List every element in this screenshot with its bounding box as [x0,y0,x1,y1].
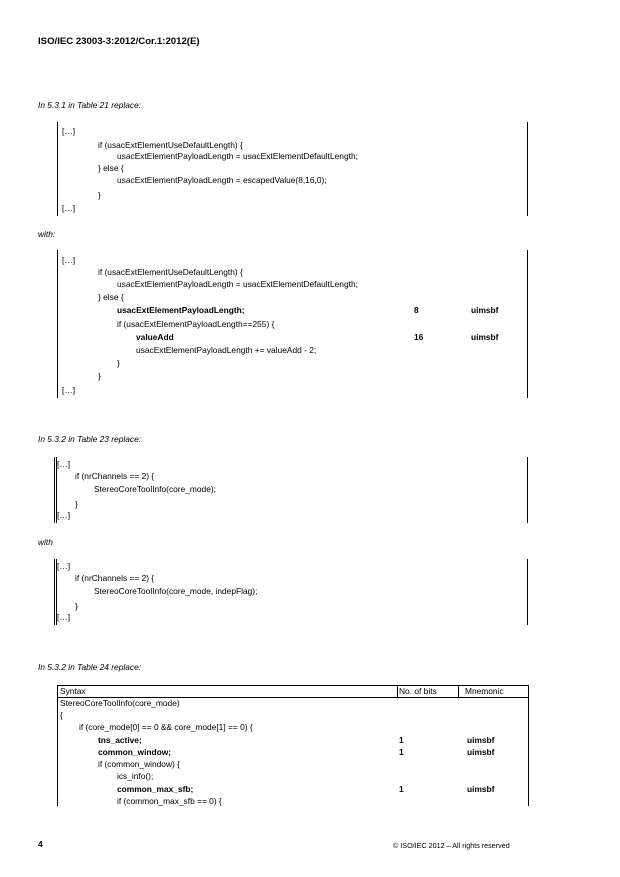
code-line: usacExtElementPayloadLength = usacExtElementDefaultLength; [117,279,358,289]
table-row-syntax: tns_active; [98,735,142,745]
table-row-mnemonic: uimsbf [467,747,495,757]
code-line: […] [62,126,76,136]
left-border [54,559,55,625]
bits-value: 16 [414,332,424,342]
code-line: } else { [98,292,124,302]
code-line: […] [57,612,71,622]
code-line: } [98,371,101,381]
code-line: } else { [98,163,124,173]
instruction-table23: In 5.3.2 in Table 23 replace: [38,434,142,444]
code-line: usacExtElementPayloadLength = usacExtElementDefaultLength; [117,151,358,161]
column-header-mnemonic: Mnemonic [465,686,504,696]
code-line-bold: usacExtElementPayloadLength; [117,305,245,315]
table-row-syntax: if (core_mode[0] == 0 && core_mode[1] == 0) { [79,722,253,732]
left-border [54,457,55,523]
table-row-bits: 1 [399,784,404,794]
code-line: […] [57,561,71,571]
code-line: […] [62,203,76,213]
table-row-syntax: common_max_sfb; [117,784,194,794]
bits-value: 8 [414,305,419,315]
right-border [527,457,528,523]
right-border [527,559,528,625]
table-row-mnemonic: uimsbf [467,784,495,794]
mnemonic-value: uimsbf [471,305,499,315]
table-row-syntax: if (common_window) { [98,759,180,769]
code-line: usacExtElementPayloadLength += valueAdd - 2; [136,345,317,355]
copyright-notice: © ISO/IEC 2012 – All rights reserved [393,841,510,850]
left-border [57,250,58,398]
table-row-syntax: { [60,710,63,720]
code-line: usacExtElementPayloadLength = escapedValue(8,16,0); [117,175,327,185]
column-divider [397,685,398,697]
right-border [527,122,528,216]
table-row-bits: 1 [399,735,404,745]
code-line-bold: valueAdd [136,332,174,342]
instruction-table21: In 5.3.1 in Table 21 replace: [38,100,142,110]
code-line: } [75,499,78,509]
code-line: if (usacExtElementPayloadLength==255) { [117,319,275,329]
instruction-table24: In 5.3.2 in Table 24 replace: [38,662,142,672]
code-line: if (usacExtElementUseDefaultLength) { [98,140,243,150]
code-line: } [117,358,120,368]
code-line: […] [62,385,76,395]
code-line: StereoCoreToolInfo(core_mode, indepFlag); [94,586,258,596]
table-row-syntax: common_window; [98,747,172,757]
document-header: ISO/IEC 23003-3:2012/Cor.1:2012(E) [38,36,200,47]
code-line: […] [62,255,76,265]
table-row-bits: 1 [399,747,404,757]
table-row-syntax: ics_info(); [117,771,154,781]
column-header-bits: No. of bits [399,686,437,696]
left-border [57,122,58,216]
code-line: } [75,601,78,611]
table-row-syntax: StereoCoreToolInfo(core_mode) [60,698,180,708]
with-label: with: [38,229,56,239]
code-line: if (nrChannels == 2) { [75,573,155,583]
column-header-syntax: Syntax [60,686,86,696]
with-label: with [38,537,53,547]
right-border [527,250,528,398]
table-row-mnemonic: uimsbf [467,735,495,745]
column-divider [458,685,459,697]
code-line: […] [57,510,71,520]
code-line: } [98,190,101,200]
code-line: StereoCoreToolInfo(core_mode); [94,484,216,494]
page-number: 4 [38,839,43,849]
code-line: if (nrChannels == 2) { [75,471,155,481]
code-line: if (usacExtElementUseDefaultLength) { [98,267,243,277]
code-line: […] [57,459,71,469]
mnemonic-value: uimsbf [471,332,499,342]
table-row-syntax: if (common_max_sfb == 0) { [117,796,222,806]
